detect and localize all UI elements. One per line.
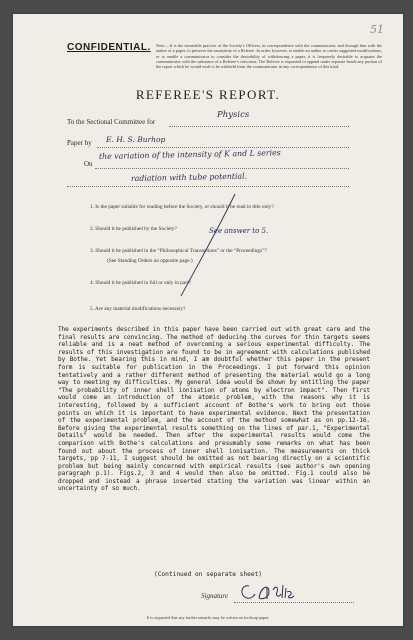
committee-value: Physics <box>217 110 250 120</box>
author-value: E. H. S. Burhop <box>106 135 166 144</box>
continued-note: (Continued on separate sheet) <box>153 571 263 578</box>
report-title: REFEREE'S REPORT. <box>135 87 281 102</box>
question-5: 5. Are any material modifications necessary? <box>90 306 186 312</box>
footnote: It is requested that any further remarks may be written on foolscap paper. <box>146 615 270 620</box>
committee-label: To the Sectional Committee for <box>67 118 156 126</box>
subject-value-line-1: the variation of the intensity of K and L series <box>98 148 281 161</box>
author-label: Paper by <box>67 139 92 147</box>
question-2: 2. Should it be published by the Society? <box>90 226 177 232</box>
subject-label: On <box>84 160 93 168</box>
report-body <box>58 326 370 564</box>
signature-label: Signature <box>201 592 228 600</box>
question-1: 1. Is the paper suitable for reading before the Society, or should it be read in title only? <box>90 204 274 210</box>
question-2-answer: See answer to 5. <box>209 227 269 235</box>
signature <box>237 580 297 604</box>
confidential-note: Note.—It is the invariable practice of the Society's Officers, in correspondence with the communicator, and through him with the author of a paper, to preserve the anonymity of a Referee. In order, however, to enable an author to confer suggested modifications, or to enable a communicator to consider the desirability of withdrawing a paper, it is frequently desirable to acquaint the communicator with the substance of a Referee's criticisms. The Referee is requested to append under separate heads any portion of the report which he would wish to be withheld from the communicator in any correspondence of this kind. <box>156 43 382 70</box>
report-sheet <box>13 14 403 626</box>
page-number: 51 <box>370 23 384 36</box>
subject-value-line-2: radiation with tube potential. <box>130 171 248 183</box>
question-4: 4. Should it be published in full or only in part? <box>90 280 191 286</box>
question-3: 3. Should it be published in the “Philosophical Transactions” or the “Proceedings”? <box>90 248 267 254</box>
question-3-subnote: (See Standing Orders on opposite page.) <box>107 258 193 264</box>
confidential-label: CONFIDENTIAL. <box>67 42 151 53</box>
report-text: The experiments described in this paper have been carried out with great care and the final results are convincing. The method of deducing the curves for thin targets seems reliable and is a neat method of overcoming a serious experimental difficulty. The results of this investigation are found to be in agreement with calculations published by Bothe. Yet bearing this in mind, I am doubtful whether this paper in the present form is suitable for publication in the Proceedings. I put forward this opinion tentatively and a rather different method of presenting the material would go a long way to meeting my difficulties. My general idea would be shown by entitling the paper "The probability of inner shell ionisation of atoms by electron impact". Then first would come an introduction of the atomic problem, with the reasons why it is interesting, followed by a sufficient account of Bothe's work to bring out those points on which it is important to have experimental evidence. Next the presentation of the experimental problem, and the account of the method somewhat as on pp.12-16. Before giving the experimental results something on the lines of par.1, "Experimental Details" would be needed. Then after the experimental results would come the comparison with Bothe's calculations and presumably some remarks on what has been found out about the process of inner shell ionisation. The measurements on thick targets, pp 7-11, I suggest should be omitted as not bearing directly on a scientific problem but being mainly concerned with empirical results (see author's own opening paragraph p.1). Figs.2, 3 and 4 would then also be omitted. Fig.1 could also be dropped and instead a phrase inserted stating the variation was linear within an uncertainty of so much. <box>58 326 370 493</box>
